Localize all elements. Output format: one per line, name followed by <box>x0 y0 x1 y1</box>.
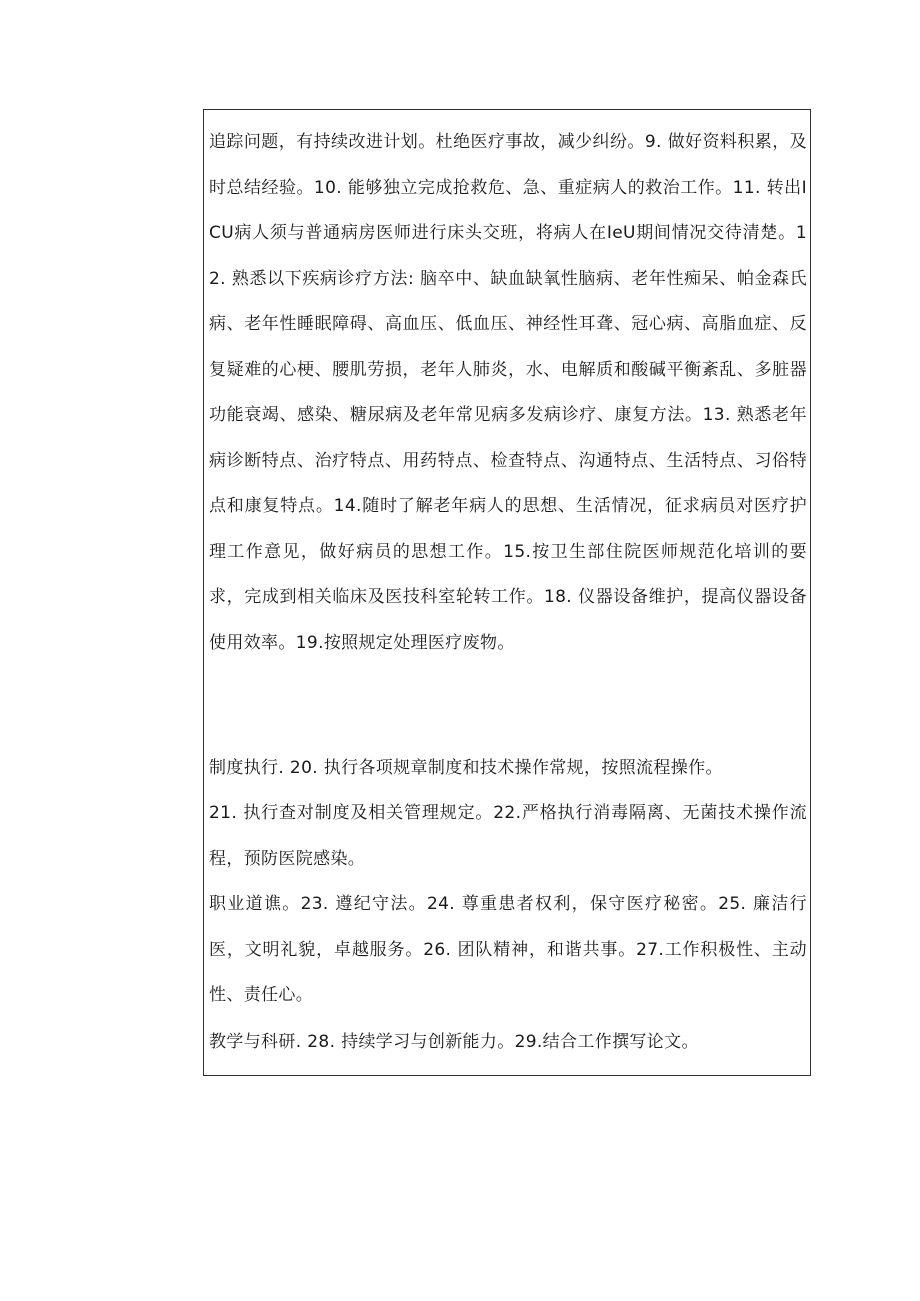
paragraph-teaching-research: 教学与科研. 28. 持续学习与创新能力。29.结合工作撰写论文。 <box>209 1032 699 1052</box>
paragraph-system-execution: 制度执行. 20. 执行各项规章制度和技术操作常规，按照流程操作。 <box>209 758 723 778</box>
paragraph-verification: 21. 执行查对制度及相关管理规定。22.严格执行消毒隔离、无菌技术操作流程，预防医院感染。 <box>209 803 807 869</box>
paragraph-duties: 追踪问题，有持续改进计划。杜绝医疗事故，减少纠纷。9. 做好资料积累，及时总结经验。10. 能够独立完成抢救危、急、重症病人的救治工作。11. 转出ICU病人须与普通病房医师进行床头交班，将病人在IeU期间情况交待清楚。12. 熟悉以下疾病诊疗方法: 脑卒中、缺血缺氧性脑病、老年性痴呆、帕金森氏病、老年性睡眠障碍、高血压、低血压、神经性耳聋、冠心病、高脂血症、反复疑难的心梗、腰肌劳损，老年人肺炎，水、电解质和酸碱平衡紊乱、多脏器功能衰竭、感染、糖尿病及老年常见病多发病诊疗、康复方法。13. 熟悉老年病诊断特点、治疗特点、用药特点、检查特点、沟通特点、生活特点、习俗特点和康复特点。14.随时了解老年病人的思想、生活情况，征求病员对医疗护理工作意见，做好病员的思想工作。15.按卫生部住院医师规范化培训的要求，完成到相关临床及医技科室轮转工作。18. 仪器设备维护，提高仪器设备使用效率。19.按照规定处理医疗废物。 <box>209 132 807 653</box>
document-frame <box>203 109 811 1076</box>
paragraph-professional-ethics: 职业道谯。23. 遵纪守法。24. 尊重患者权利，保守医疗秘密。25. 廉洁行医，文明礼貌，卓越服务。26. 团队精神，和谐共事。27.工作积极性、主动性、责任心。 <box>209 894 807 1005</box>
